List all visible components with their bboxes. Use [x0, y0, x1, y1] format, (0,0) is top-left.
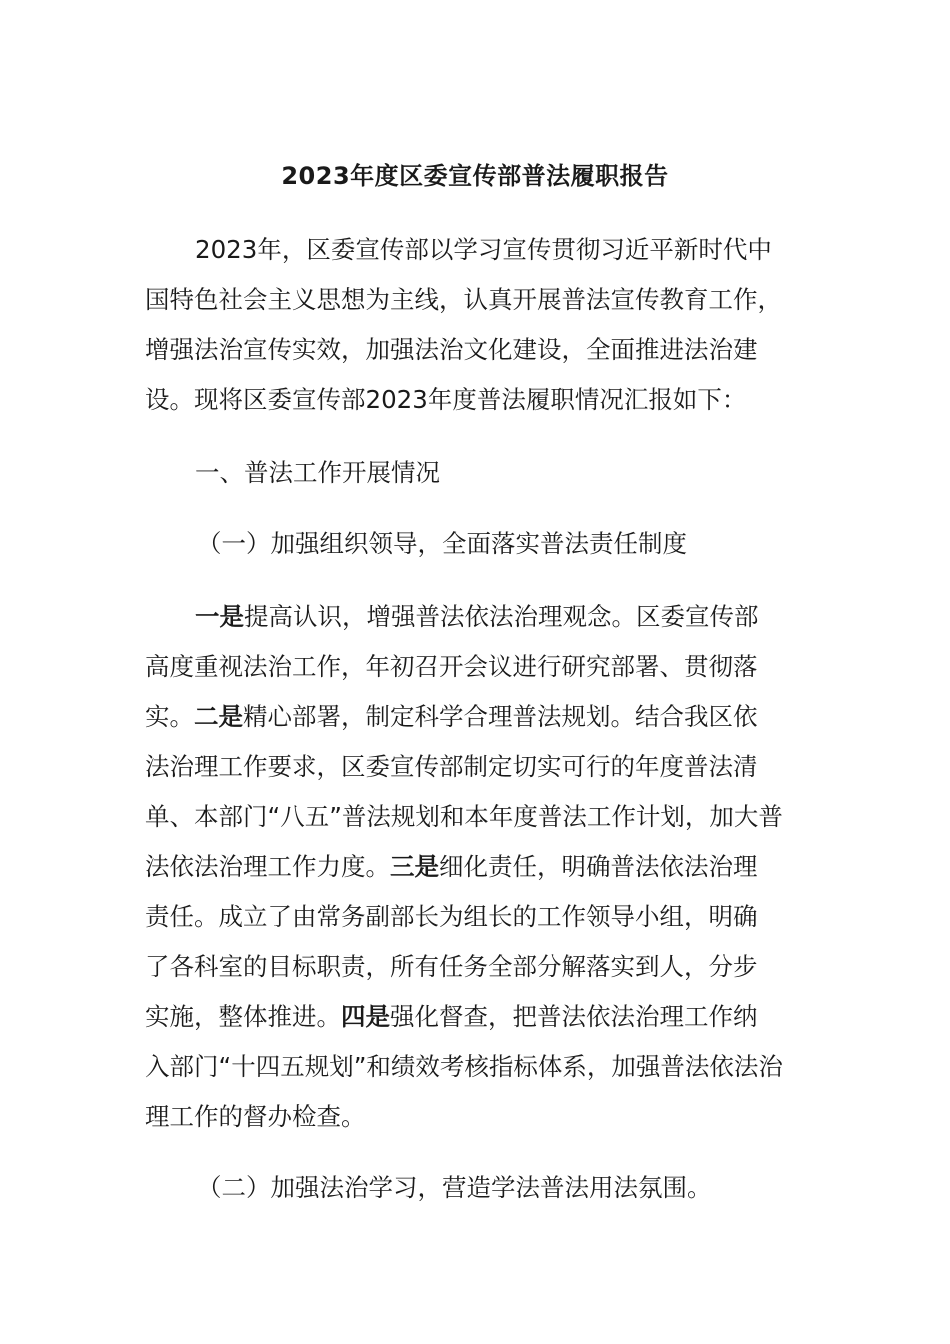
- intro-line-2: 国特色社会主义思想为主线，认真开展普法宣传教育工作，: [145, 285, 782, 314]
- paragraph-text: 强化督查，把普法依法治理工作纳: [390, 1002, 758, 1031]
- paragraph-line: 了各科室的目标职责，所有任务全部分解落实到人，分步: [145, 952, 758, 981]
- subsection-heading-1: （一）加强组织领导，全面落实普法责任制度: [197, 529, 687, 558]
- paragraph-text: 法依法治理工作力度。: [145, 852, 390, 881]
- intro-line-4: 设。现将区委宣传部2023年度普法履职情况汇报如下：: [145, 385, 747, 414]
- paragraph-line: 单、本部门“八五”普法规划和本年度普法工作计划，加大普: [145, 802, 783, 831]
- paragraph-line: 高度重视法治工作，年初召开会议进行研究部署、贯彻落: [145, 652, 758, 681]
- paragraph-text: 细化责任，明确普法依法治理: [439, 852, 758, 881]
- intro-line-3: 增强法治宣传实效，加强法治文化建设，全面推进法治建: [145, 335, 758, 364]
- paragraph-line: 法治理工作要求，区委宣传部制定切实可行的年度普法清: [145, 752, 758, 781]
- paragraph-text: 提高认识，增强普法依法治理观念。区委宣传部: [244, 602, 759, 631]
- bold-marker: 四是: [341, 1002, 390, 1031]
- paragraph-text: 精心部署，制定科学合理普法规划。结合我区依: [243, 702, 758, 731]
- paragraph-text: 实。: [145, 702, 194, 731]
- bold-marker: 一是: [195, 602, 244, 631]
- paragraph-line: 责任。成立了由常务副部长为组长的工作领导小组，明确: [145, 902, 758, 931]
- paragraph-line: 理工作的督办检查。: [145, 1102, 366, 1131]
- bold-marker: 三是: [390, 852, 439, 881]
- bold-marker: 二是: [194, 702, 243, 731]
- paragraph-line: [145, 697, 810, 737]
- paragraph-line: [145, 997, 810, 1037]
- section-heading-1: 一、普法工作开展情况: [195, 458, 440, 487]
- paragraph-line: 入部门“十四五规划”和绩效考核指标体系，加强普法依法治: [145, 1052, 783, 1081]
- document-title: 2023年度区委宣传部普法履职报告: [281, 162, 669, 190]
- paragraph-text: 实施，整体推进。: [145, 1002, 341, 1031]
- intro-line-1: 2023年，区委宣传部以学习宣传贯彻习近平新时代中: [195, 235, 772, 264]
- paragraph-line: [145, 847, 810, 887]
- paragraph-line: [145, 597, 810, 637]
- subsection-heading-2: （二）加强法治学习，营造学法普法用法氛围。: [197, 1173, 712, 1202]
